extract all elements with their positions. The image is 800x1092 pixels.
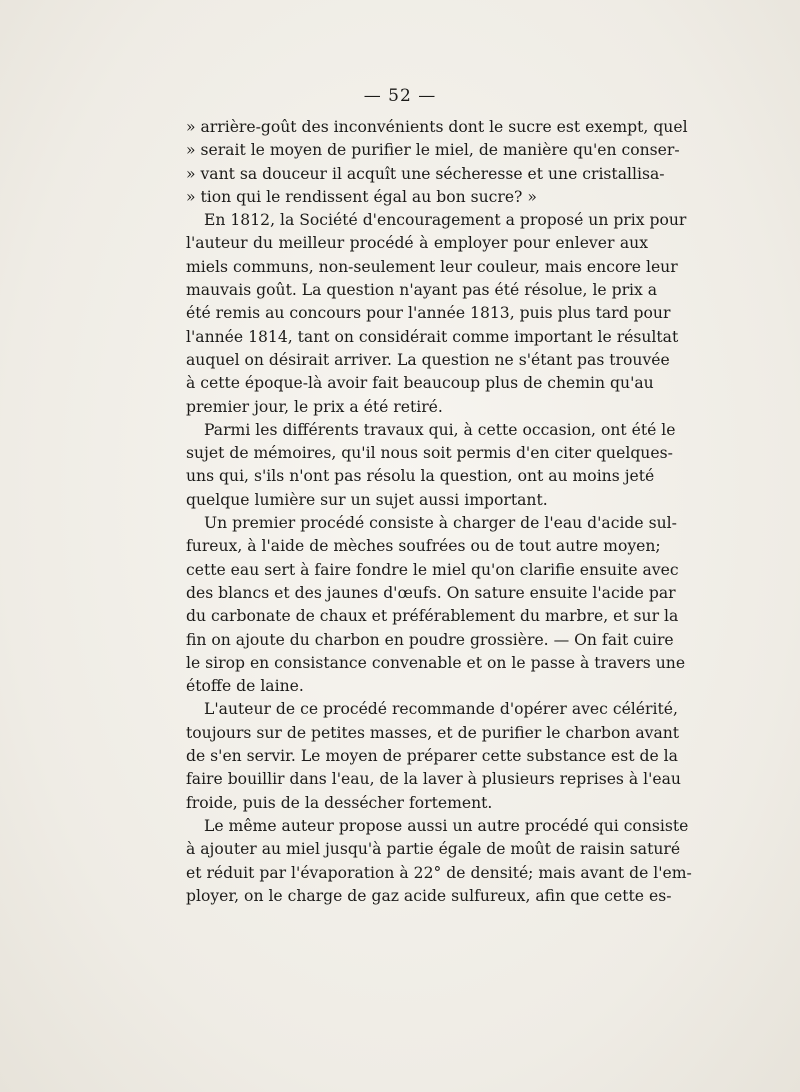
- text-line: et réduit par l'évaporation à 22° de densité; mais avant de l'em-: [186, 863, 692, 882]
- text-line: des blancs et des jaunes d'œufs. On sature ensuite l'acide par: [186, 583, 676, 602]
- text-line: ployer, on le charge de gaz acide sulfureux, afin que cette es-: [186, 886, 672, 905]
- text-line: » arrière-goût des inconvénients dont le sucre est exempt, quel: [186, 118, 688, 136]
- text-line: fin on ajoute du charbon en poudre grossière. — On fait cuire: [186, 630, 674, 649]
- text-line: quelque lumière sur un sujet aussi important.: [186, 490, 548, 509]
- text-line: mauvais goût. La question n'ayant pas été résolue, le prix a: [186, 281, 658, 300]
- page-number: — 52 —: [363, 86, 437, 106]
- text-line: L'auteur de ce procédé recommande d'opérer avec célérité,: [204, 700, 678, 719]
- text-line: Un premier procédé consiste à charger de l'eau d'acide sul-: [204, 514, 677, 533]
- text-line: uns qui, s'ils n'ont pas résolu la question, ont au moins jeté: [186, 467, 655, 486]
- text-line: fureux, à l'aide de mèches soufrées ou de tout autre moyen;: [186, 537, 661, 556]
- text-line: froide, puis de la dessécher fortement.: [186, 793, 493, 812]
- text-line: » vant sa douceur il acquît une sécheresse et une cristallisa-: [186, 164, 665, 183]
- text-line: étoffe de laine.: [186, 677, 304, 696]
- text-line: l'année 1814, tant on considérait comme important le résultat: [186, 327, 679, 346]
- text-line: premier jour, le prix a été retiré.: [186, 397, 443, 416]
- text-line: sujet de mémoires, qu'il nous soit permis d'en citer quelques-: [186, 444, 673, 463]
- text-line: le sirop en consistance convenable et on le passe à travers une: [186, 653, 686, 672]
- text-line: miels communs, non-seulement leur couleur, mais encore leur: [186, 257, 678, 276]
- text-line: En 1812, la Société d'encouragement a proposé un prix pour: [204, 211, 687, 230]
- text-line: toujours sur de petites masses, et de purifier le charbon avant: [186, 723, 680, 742]
- text-line: l'auteur du meilleur procédé à employer pour enlever aux: [186, 234, 648, 253]
- text-line: été remis au concours pour l'année 1813, puis plus tard pour: [186, 304, 671, 323]
- text-line: du carbonate de chaux et préférablement du marbre, et sur la: [186, 607, 679, 626]
- text-line: Parmi les différents travaux qui, à cette occasion, ont été le: [204, 420, 676, 439]
- text-line: à ajouter au miel jusqu'à partie égale de moût de raisin saturé: [186, 840, 681, 859]
- text-line: » serait le moyen de purifier le miel, de manière qu'en conser-: [186, 141, 680, 160]
- text-line: à cette époque-là avoir fait beaucoup plus de chemin qu'au: [186, 374, 654, 393]
- text-line: » tion qui le rendissent égal au bon sucre? »: [186, 187, 537, 206]
- text-line: cette eau sert à faire fondre le miel qu'on clarifie ensuite avec: [186, 560, 679, 579]
- text-line: Le même auteur propose aussi un autre procédé qui consiste: [204, 816, 689, 835]
- text-line: de s'en servir. Le moyen de préparer cette substance est de la: [186, 747, 678, 766]
- body-text: [186, 116, 692, 908]
- text-line: faire bouillir dans l'eau, de la laver à plusieurs reprises à l'eau: [186, 770, 681, 789]
- text-line: auquel on désirait arriver. La question ne s'étant pas trouvée: [186, 350, 670, 369]
